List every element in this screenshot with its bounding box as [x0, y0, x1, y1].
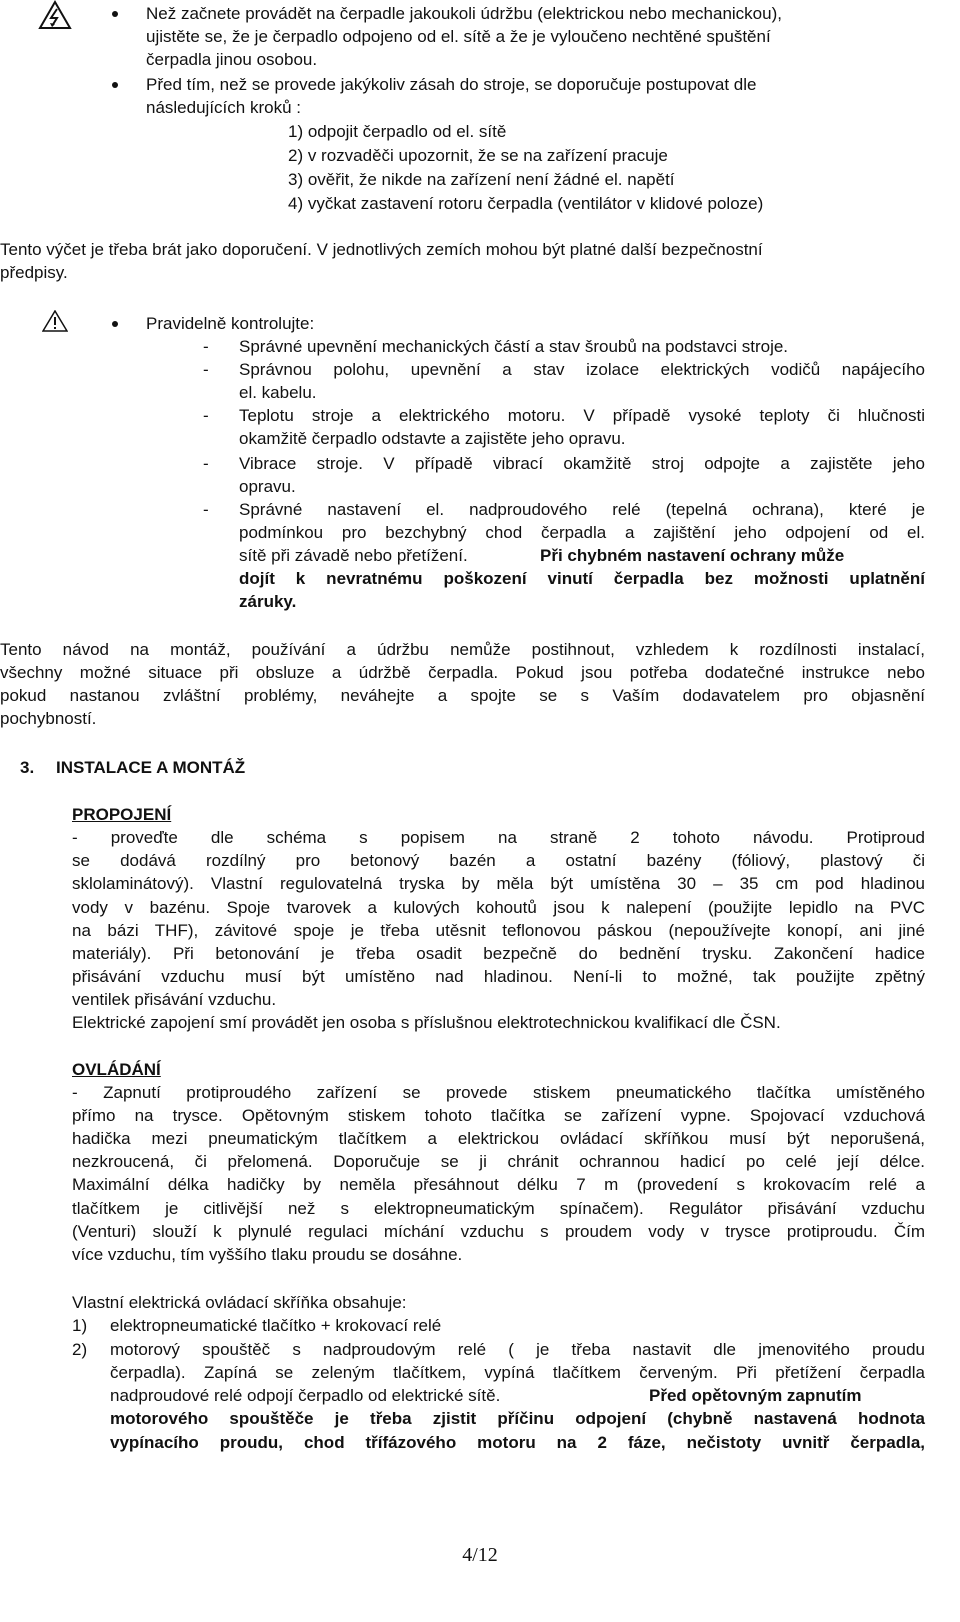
propojeni-line9: Elektrické zapojení smí provádět jen osoba s příslušnou elektrotechnickou kvalifikací dle ČSN.: [72, 1013, 781, 1032]
ovladani-line3: hadička mezi pneumatickým tlačítkem a elektrickou ovládací skříňkou musí být neporušená,: [72, 1129, 925, 1148]
check-item-3-line2: okamžitě čerpadlo odstavte a zajistěte jeho opravu.: [239, 429, 626, 448]
manual-note-line3: pokud nastanou zvláštní problémy, neváhejte a spojte se s Vaším dodavatelem pro objasnění: [0, 686, 925, 705]
check-item-4-line1: Vibrace stroje. V případě vibrací okamžitě stroj odpojte a zajistěte jeho: [239, 454, 925, 473]
cabinet-item2-line4: motorového spouštěče je třeba zjistit příčinu odpojení (chybně nastavená hodnota: [110, 1409, 925, 1428]
cabinet-item1-number: 1): [72, 1316, 88, 1335]
propojeni-line6: materiály). Při betonování je třeba osadit bezpečně do bednění trysku. Zakončení hadice: [72, 944, 925, 963]
warning-bullet1-line3: čerpadla jinou osobou.: [146, 50, 318, 69]
cabinet-item2-line2: čerpadla). Zapíná se zeleným tlačítkem, vypíná tlačítkem červeným. Při přetížení čerpadla: [110, 1363, 925, 1382]
section-number: 3.: [20, 758, 35, 777]
propojeni-line7: přisávání vzduchu musí být umístěno nad hladinou. Není-li to možné, tak použijte zpětný: [72, 967, 925, 986]
step-1: 1) odpojit čerpadlo od el. sítě: [288, 122, 507, 141]
propojeni-line2: se dodává rozdílný pro betonový bazén a ostatní bazény (fóliový, plastový či: [72, 851, 925, 870]
recommendation-line1: Tento výčet je třeba brát jako doporučení. V jednotlivých zemích mohou být platné další bezpečnostní: [0, 240, 763, 259]
dash: -: [203, 454, 209, 473]
bullet: [112, 82, 118, 88]
cabinet-item2-line5: vypínacího proudu, chod třífázového motoru na 2 fáze, nečistoty uvnitř čerpadla,: [110, 1433, 925, 1452]
recommendation-line2: předpisy.: [0, 263, 68, 282]
check-item-3-line1: Teplotu stroje a elektrického motoru. V případě vysoké teploty či hlučnosti: [239, 406, 925, 425]
propojeni-heading: PROPOJENÍ: [72, 805, 172, 824]
page-number: 4/12: [462, 1544, 498, 1566]
step-3: 3) ověřit, že nikde na zařízení není žádné el. napětí: [288, 170, 675, 189]
check-item-5-line3-bold: Při chybném nastavení ochrany může: [540, 546, 845, 565]
propojeni-line1: - proveďte dle schéma s popisem na straně 2 tohoto návodu. Protiproud: [72, 828, 925, 847]
manual-note-line1: Tento návod na montáž, používání a údržbu nemůže postihnout, vzhledem k rozdílnosti instalací,: [0, 640, 925, 659]
ovladani-line4: nezkroucená, či přelomená. Doporučuje se ji chránit ochrannou hadicí po celé její délce.: [72, 1152, 925, 1171]
warning-bullet2-line2: následujících kroků :: [146, 98, 301, 117]
electric-hazard-icon: [38, 0, 72, 30]
cabinet-item2-line3-bold: Před opětovným zapnutím: [649, 1386, 862, 1405]
ovladani-line7: (Venturi) slouží k plynulé regulaci míchání vzduchu s proudem vody v trysce protiproudu. Čím: [72, 1222, 925, 1241]
propojeni-line5: na bázi THF), závitové spoje je třeba utěsnit teflonovou páskou (nepoužívejte konopí, ani jiné: [72, 921, 925, 940]
ovladani-heading: OVLÁDÁNÍ: [72, 1060, 161, 1079]
section-title: INSTALACE A MONTÁŽ: [56, 758, 246, 777]
ovladani-line5: Maximální délka hadičky by neměla přesáhnout délku 7 m (provedení s krokovacím relé a: [72, 1175, 925, 1194]
step-2: 2) v rozvaděči upozornit, že se na zařízení pracuje: [288, 146, 668, 165]
cabinet-item2-line3-normal: nadproudové relé odpojí čerpadlo od elektrické sítě.: [110, 1386, 501, 1405]
ovladani-line1: - Zapnutí protiproudého zařízení se provede stiskem pneumatického tlačítka umístěného: [72, 1083, 925, 1102]
ovladani-line8: více vzduchu, tím vyššího tlaku proudu se dosáhne.: [72, 1245, 463, 1264]
bullet: [112, 321, 118, 327]
propojeni-line8: ventilek přisávání vzduchu.: [72, 990, 277, 1009]
manual-note-line2: všechny možné situace při obsluze a údržbě čerpadla. Pokud jsou potřeba dodatečné instrukce nebo: [0, 663, 925, 682]
check-item-5-line4: dojít k nevratnému poškození vinutí čerpadla bez možnosti uplatnění: [239, 569, 925, 588]
cabinet-item2-line1: motorový spouštěč s nadproudovým relé ( je třeba nastavit dle jmenovitého proudu: [110, 1340, 925, 1359]
cabinet-item1: elektropneumatické tlačítko + krokovací relé: [110, 1316, 442, 1335]
cabinet-item2-number: 2): [72, 1340, 88, 1359]
check-item-2-line1: Správnou polohu, upevnění a stav izolace elektrických vodičů napájecího: [239, 360, 925, 379]
dash: -: [203, 500, 209, 519]
propojeni-line4: vody v bazénu. Spoje tvarovek a kulových kohoutů jsou k nalepení (použijte lepidlo na PVC: [72, 898, 925, 917]
warning-bullet2-line1: Před tím, než se provede jakýkoliv zásah do stroje, se doporučuje postupovat dle: [146, 75, 757, 94]
ovladani-line6: tlačítkem je citlivější než s elektropneumatickým spínačem). Regulátor přisávání vzduchu: [72, 1199, 925, 1218]
checks-heading: Pravidelně kontrolujte:: [146, 314, 315, 333]
dash: -: [203, 406, 209, 425]
manual-note-line4: pochybností.: [0, 709, 97, 728]
check-item-4-line2: opravu.: [239, 477, 296, 496]
dash: -: [203, 360, 209, 379]
bullet: [112, 11, 118, 17]
propojeni-line3: sklolaminátový). Vlastní regulovatelná tryska by měla být umístěna 30 – 35 cm pod hladinou: [72, 874, 925, 893]
ovladani-line2: přímo na trysce. Opětovným stiskem tohoto tlačítka se zařízení vypne. Spojovací vzduchová: [72, 1106, 925, 1125]
check-item-1-line1: Správné upevnění mechanických částí a stav šroubů na podstavci stroje.: [239, 337, 789, 356]
check-item-5-line3-normal: sítě při závadě nebo přetížení.: [239, 546, 468, 565]
check-item-5-line5: záruky.: [239, 592, 297, 611]
cabinet-intro: Vlastní elektrická ovládací skříňka obsahuje:: [72, 1293, 407, 1312]
dash: -: [203, 337, 209, 356]
warning-bullet1-line1: Než začnete provádět na čerpadle jakoukoli údržbu (elektrickou nebo mechanickou),: [146, 4, 782, 23]
step-4: 4) vyčkat zastavení rotoru čerpadla (ventilátor v klidové poloze): [288, 194, 764, 213]
check-item-5-line2: podmínkou pro bezchybný chod čerpadla a zajištění jeho odpojení od el.: [239, 523, 925, 542]
warning-bullet1-line2: ujistěte se, že je čerpadlo odpojeno od el. sítě a že je vyloučeno nechtěné spuštění: [146, 27, 771, 46]
check-item-2-line2: el. kabelu.: [239, 383, 317, 402]
check-item-5-line1: Správné nastavení el. nadproudového relé (tepelná ochrana), které je: [239, 500, 925, 519]
warning-icon: [42, 310, 68, 332]
